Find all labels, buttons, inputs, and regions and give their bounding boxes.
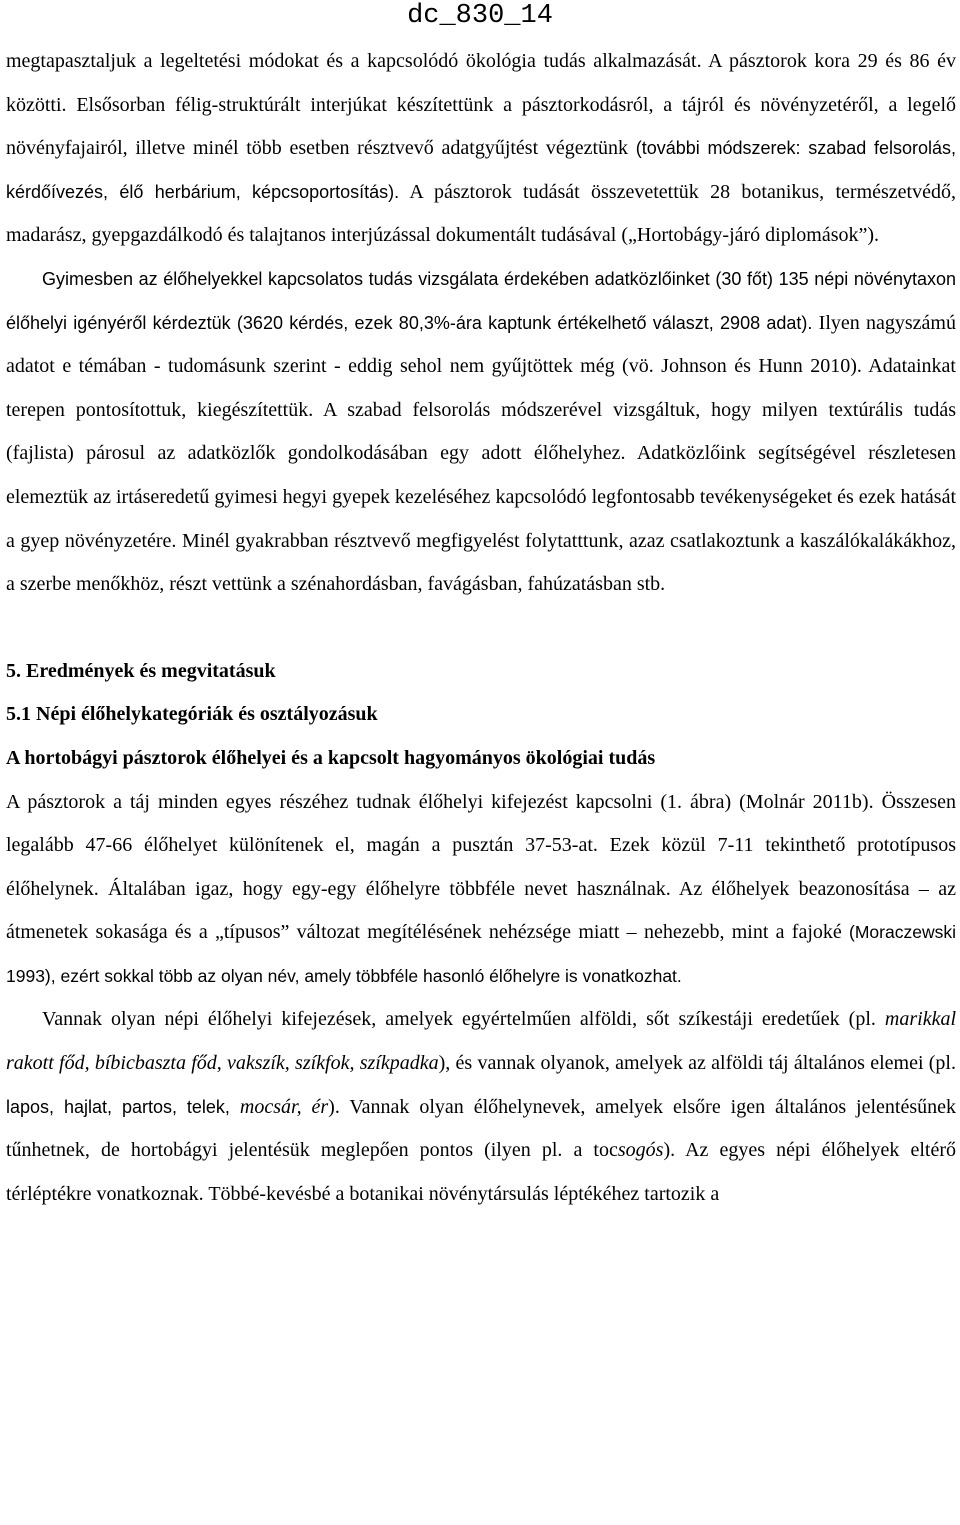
gyimes-intro: Gyimesben az élőhelyekkel kapcsolatos tudás vizsgálata érdekében adatközlőinket (30 főt) 135 népi növénytaxon élőhelyi igényéről kérdeztük (3620 kérdés, ezek 80,3%-ára kaptunk értékelhető választ, 2908 adat). [6, 268, 956, 333]
italic-terms: sogós [617, 1139, 664, 1162]
section-gap [6, 607, 956, 650]
paragraph-text: megtapasztaljuk a legeltetési módokat és a kapcsolódó ökológia tudás alkalmazását. A pásztorok kora 29 és 86 év közötti. Elsősorban félig-struktúrált interjúkat készítettünk a pásztorkodásról, a tájról és növényzetéről, a legelő növényfajairól, illetve minél több esetben résztvevő adatgyűjtést végeztünk [6, 50, 956, 160]
sub-subsection-heading: A hortobágyi pásztorok élőhelyei és a kapcsolt hagyományos ökológiai tudás [6, 746, 656, 769]
paragraph-methods-gyimes [6, 258, 956, 607]
paragraph-text: ), és vannak olyanok, amelyek az alföldi táj általános elemei (pl. [438, 1052, 956, 1075]
citation: (Moraczewski [849, 922, 956, 943]
document-page [6, 40, 956, 1216]
italic-terms: marikkal rakott főd, bíbicbaszta főd, vakszík, szíkfok, szíkpadka [6, 1008, 956, 1075]
paragraph-text: ). Vannak olyan élőhelynevek, amelyek elsőre igen általános jelentésűnek tűnhetnek, de hortobágyi jelentésük meglepően pontos (ilyen pl. a toc [6, 1095, 957, 1162]
subsection-heading: 5.1 Népi élőhelykategóriák és osztályozásuk [6, 703, 378, 726]
paragraph-text: Vannak olyan népi élőhelyi kifejezések, amelyek egyértelműen alföldi, sőt szíkestáji eredetűek (pl. [42, 1008, 885, 1031]
paragraph-text: A pásztorok tudását összevetettük 28 botanikus, természetvédő, madarász, gyepgazdálkodó és talajtanos interjúzással dokumentált tudásával („Hortobágy-járó diplomások”). [6, 180, 956, 247]
paragraph-habitats [6, 781, 956, 999]
italic-terms: mocsár, ér [229, 1095, 329, 1118]
section-heading: 5. Eredmények és megvitatásuk [6, 659, 276, 682]
paragraph-text: ). Az egyes népi élőhelyek eltérő térléptékre vonatkoznak. Többé-kevésbé a botanikai növénytársulás léptékéhez tartozik a [6, 1139, 956, 1205]
paragraph-text: A pásztorok a táj minden egyes részéhez tudnak élőhelyi kifejezést kapcsolni (1. ábra) (Molnár 2011b). Összesen legalább 47-66 élőhelyet különítenek el, magán a pusztán 37-53-at. Ezek közül 7-11 tekinthető prototípusos élőhelynek. Általában igaz, hogy egy-egy élőhelyre többféle nevet használnak. Az élőhelyek beazonosítása – az átmenetek sokasága és a „típusos” változat megítélésének nehézsége miatt – nehezebb, mint a fajoké [6, 790, 956, 944]
paragraph-habitat-terms [6, 998, 956, 1216]
general-terms: lapos, hajlat, partos, telek, [6, 1096, 230, 1117]
document-id: dc_830_14 [407, 1, 553, 31]
paragraph-text: Ilyen nagyszámú adatot e témában - tudomásunk szerint - eddig sehol nem gyűjtöttek még (vö. Johnson és Hunn 2010). Adatainkat terepen pontosítottuk, kiegészítettük. A szabad felsorolás módszerével vizsgáltuk, hogy milyen textúrális tudás (fajlista) párosul az adatközlők gondolkodásában egy adott élőhelyhez. Adatközlőink segítségével részletesen elemeztük az irtáseredetű gyimesi hegyi gyepek kezeléséhez kapcsolódó legfontosabb tevékenységeket és ezek hatását a gyep növényzetére. Minél gyakrabban résztvevő megfigyelést folytatttunk, azaz csatlakoztunk a kaszálókalákákhoz, a szerbe menőkhöz, részt vettünk a szénahordásban, favágásban, fahúzatásban stb. [6, 311, 956, 596]
methods-list: (további módszerek: szabad felsorolás, kérdőívezés, élő herbárium, képcsoportosítás). [6, 138, 957, 202]
paragraph-text: 1993), ezért sokkal több az olyan név, amely többféle hasonló élőhelyre is vonatkozhat. [6, 965, 682, 986]
paragraph-methods-hortobagy [6, 40, 956, 258]
